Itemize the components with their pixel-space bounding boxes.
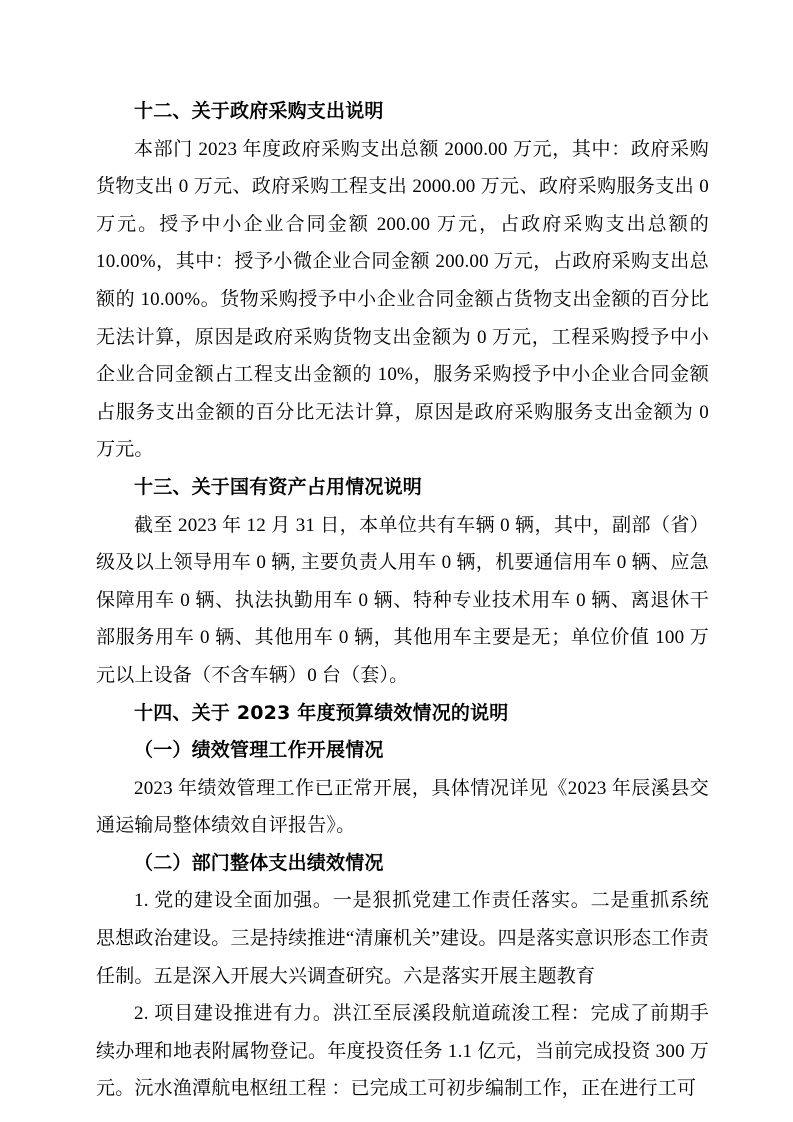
- paragraph: 2023 年绩效管理工作已正常开展，具体情况详见《2023 年辰溪县交通运输局整体绩效自评报告》。: [96, 777, 709, 837]
- section-state-owned-assets: [96, 469, 709, 695]
- section-heading-12: 十二、关于政府采购支出说明: [134, 100, 384, 122]
- subsection-performance-management: [96, 732, 709, 845]
- paragraph: 本部门 2023 年度政府采购支出总额 2000.00 万元，其中：政府采购货物支出 0 万元、政府采购工程支出 2000.00 万元、政府采购服务支出 0 万元。授予中小企业合同金额 200.00 万元，占政府采购支出总额的 10.00%，其中：授予小微企业合同金额 200.00 万元，占政府采购支出总额的 10.00%。货物采购授予中小企业合同金额占货物支出金额的百分比无法计算，原因是政府采购货物支出金额为 0 万元，工程采购授予中小企业合同金额占工程支出金额的 10%，服务采购授予中小企业合同金额占服务支出金额的百分比无法计算，原因是政府采购服务支出金额为 0 万元。: [96, 138, 709, 461]
- subsection-department-expenditure-performance: [96, 845, 709, 1108]
- section-budget-performance: [96, 695, 709, 1109]
- section-government-procurement: [96, 93, 709, 469]
- document-body: [96, 93, 709, 1108]
- section-heading-13: 十三、关于国有资产占用情况说明: [134, 475, 423, 498]
- paragraph: 2. 项目建设推进有力。洪江至辰溪段航道疏浚工程：完成了前期手续办理和地表附属物登记。年度投资任务 1.1 亿元，当前完成投资 300 万元。沅水渔潭航电枢纽工程 ：已完成工可初步编制工作，正在进行工可: [96, 1003, 709, 1100]
- subsection-heading-1: （一）绩效管理工作开展情况: [134, 739, 384, 762]
- subsection-heading-2: （二）部门整体支出绩效情况: [134, 851, 384, 874]
- paragraph: 截至 2023 年 12 月 31 日，本单位共有车辆 0 辆，其中，副部（省）级及以上领导用车 0 辆, 主要负责人用车 0 辆，机要通信用车 0 辆、应急保障用车 0 辆、执法执勤用车 0 辆、特种专业技术用车 0 辆、离退休干部服务用车 0 辆、其他用车 0 辆，其他用车主要是无；单位价值 100 万元以上设备（不含车辆）0 台（套）。: [96, 514, 709, 686]
- section-heading-14: 十四、关于 2023 年度预算绩效情况的说明: [134, 701, 509, 724]
- paragraph: 1. 党的建设全面加强。一是狠抓党建工作责任落实。二是重抓系统思想政治建设。三是持续推进“清廉机关”建设。四是落实意识形态工作责任制。五是深入开展大兴调查研究。六是落实开展主题教育: [96, 890, 709, 987]
